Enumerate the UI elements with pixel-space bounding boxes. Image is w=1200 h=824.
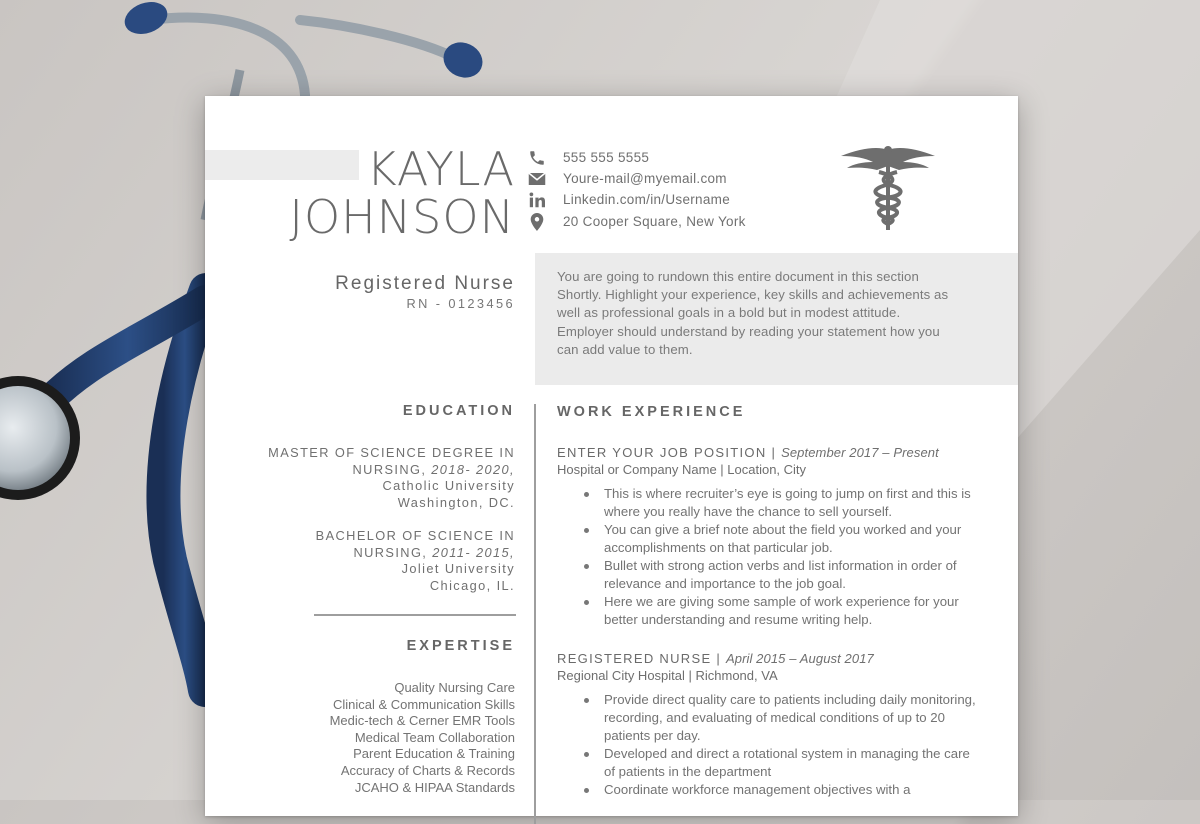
expertise-item: Quality Nursing Care bbox=[394, 680, 515, 695]
job-dates: September 2017 – Present bbox=[781, 445, 939, 460]
expertise-list bbox=[330, 680, 515, 796]
expertise-item: Medic-tech & Cerner EMR Tools bbox=[329, 713, 515, 729]
job-position: REGISTERED NURSE bbox=[557, 651, 712, 666]
section-divider bbox=[314, 614, 516, 616]
degree-line bbox=[255, 462, 515, 479]
street-address: 20 Cooper Square, New York bbox=[563, 214, 746, 229]
name-accent-bar bbox=[205, 150, 359, 180]
email-address: Youre-mail@myemail.com bbox=[563, 171, 727, 186]
contact-phone bbox=[527, 147, 649, 168]
job-company: Regional City Hospital | Richmond, VA bbox=[557, 668, 778, 683]
school-location: Washington, DC. bbox=[397, 494, 515, 510]
expertise-item: Accuracy of Charts & Records bbox=[340, 762, 515, 778]
degree-years: 2011- 2015, bbox=[432, 544, 515, 560]
school-location: Chicago, IL. bbox=[429, 577, 515, 593]
education-entry bbox=[255, 445, 515, 511]
job-title: Registered Nurse bbox=[335, 273, 515, 294]
bullet-item: Developed and direct a rotational system in managing the care of patients in the department bbox=[604, 745, 977, 781]
education-heading: EDUCATION bbox=[402, 403, 515, 419]
expertise-heading: EXPERTISE bbox=[406, 638, 515, 654]
job-bullets bbox=[557, 691, 977, 799]
work-entry bbox=[557, 445, 977, 629]
expertise-item: JCAHO & HIPAA Standards bbox=[354, 779, 515, 795]
email-icon bbox=[527, 170, 547, 188]
license-number: RN - 0123456 bbox=[406, 296, 515, 311]
degree-field: NURSING, bbox=[352, 461, 427, 477]
linkedin-icon bbox=[527, 191, 547, 209]
bullet-item: Coordinate workforce management objectives with a bbox=[604, 781, 977, 799]
job-company: Hospital or Company Name | Location, City bbox=[557, 462, 807, 477]
degree-line bbox=[255, 545, 515, 562]
resume-page bbox=[205, 96, 1018, 816]
summary-text: You are going to rundown this entire document in this section Shortly. Highlight your experience, key skills and achievements as well as professional goals in a bold but in modest attitude. Employer should understand by reading your statement how you can add value to them. bbox=[557, 269, 949, 357]
bullet-item: This is where recruiter’s eye is going to jump on first and this is where you really have the chance to sell yourself. bbox=[604, 485, 977, 521]
linkedin-url: Linkedin.com/in/Username bbox=[563, 192, 731, 207]
phone-icon bbox=[527, 149, 547, 167]
summary-panel bbox=[535, 253, 1018, 385]
expertise-item: Clinical & Communication Skills bbox=[332, 696, 515, 712]
contact-email bbox=[527, 168, 727, 189]
bullet-item: Provide direct quality care to patients including daily monitoring, recording, and evaluating of medical conditions of up to 20 patients per day. bbox=[604, 692, 976, 743]
location-pin-icon bbox=[527, 213, 547, 231]
job-position: ENTER YOUR JOB POSITION bbox=[557, 445, 767, 460]
degree-line: MASTER OF SCIENCE DEGREE IN bbox=[268, 445, 515, 460]
school-name: Catholic University bbox=[382, 478, 515, 494]
expertise-item: Medical Team Collaboration bbox=[354, 729, 515, 745]
education-entry bbox=[255, 528, 515, 594]
caduceus-icon bbox=[833, 142, 943, 234]
contact-address bbox=[527, 211, 746, 232]
degree-years: 2018- 2020, bbox=[431, 461, 515, 477]
separator: | bbox=[771, 445, 777, 460]
separator: | bbox=[716, 651, 722, 666]
phone-number: 555 555 5555 bbox=[563, 150, 650, 165]
bullet-item: Here we are giving some sample of work experience for your better understanding and resume writing help. bbox=[604, 593, 977, 629]
degree-field: NURSING, bbox=[353, 544, 428, 560]
bullet-item: You can give a brief note about the field you worked and your accomplishments on that particular job. bbox=[604, 521, 977, 557]
contact-linkedin bbox=[527, 189, 730, 210]
column-divider bbox=[534, 404, 536, 824]
job-bullets bbox=[557, 485, 977, 629]
expertise-item: Parent Education & Training bbox=[353, 746, 515, 762]
job-header bbox=[557, 445, 977, 460]
last-name: JOHNSON bbox=[289, 190, 515, 244]
degree-line: BACHELOR OF SCIENCE IN bbox=[315, 528, 515, 543]
school-name: Joliet University bbox=[401, 561, 515, 577]
work-entry bbox=[557, 651, 977, 799]
job-dates: April 2015 – August 2017 bbox=[725, 651, 874, 666]
work-experience-heading: WORK EXPERIENCE bbox=[557, 404, 746, 420]
job-header bbox=[557, 651, 977, 666]
bullet-item: Bullet with strong action verbs and list information in order of relevance and importance to the job goal. bbox=[604, 557, 977, 593]
first-name: KAYLA bbox=[366, 142, 515, 196]
